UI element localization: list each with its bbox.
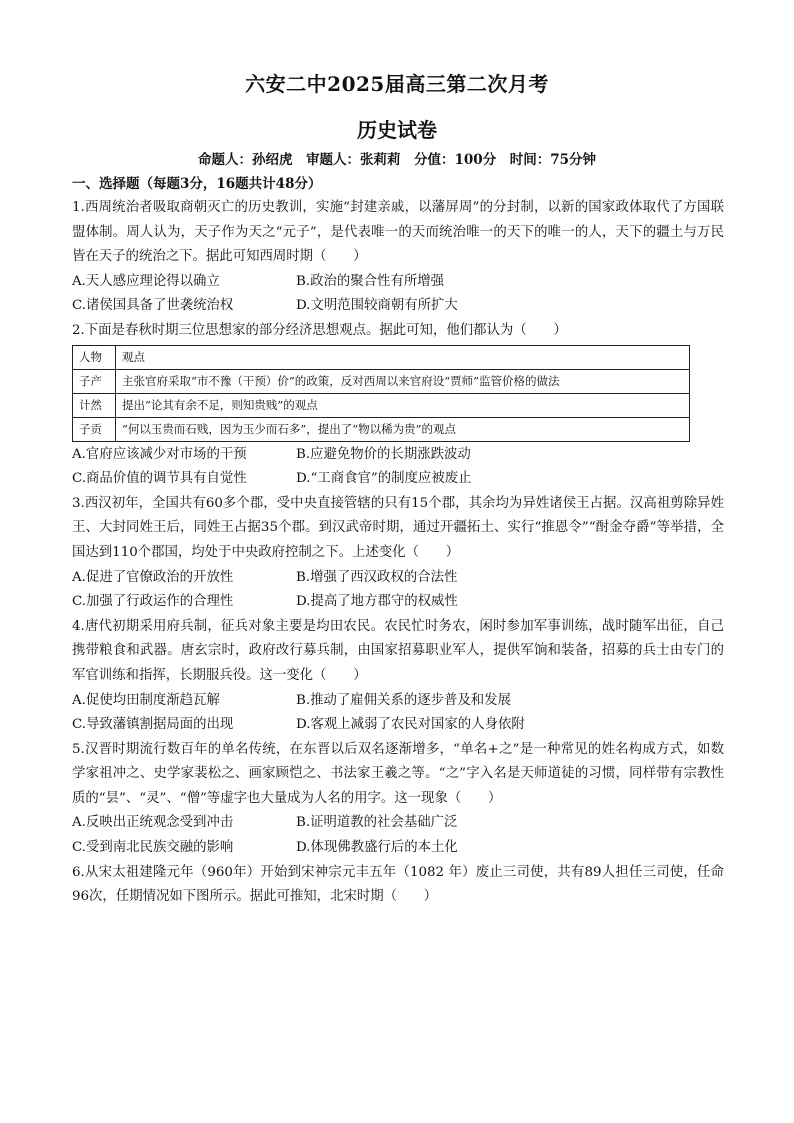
- q3-option-d: D.提高了地方郡守的权威性: [296, 594, 458, 610]
- question-5-stem: 5.汉晋时期流行数百年的单名传统，在东晋以后双名逐渐增多，“单名+之”是一种常见的姓名构成方式，如数学家祖冲之、史学家裴松之、画家顾恺之、书法家王羲之等。“之”字入名是天师道徒的习惯，同样带有宗教性质的“昙”、“灵”、“僧”等虚字也大量成为人名的用字。这一现象（ ）: [72, 741, 724, 806]
- table-cell-person: 子产: [73, 369, 116, 393]
- question-1-options-row-2: [72, 294, 724, 319]
- q3-option-a: A.促进了官僚政治的开放性: [72, 569, 234, 585]
- q5-option-d: D.体现佛教盛行后的本土化: [296, 840, 458, 856]
- q4-option-b: B.推动了雇佣关系的逐步普及和发展: [296, 692, 511, 708]
- q2-option-a: A.官府应该减少对市场的干预: [72, 446, 247, 462]
- q4-option-d: D.客观上减弱了农民对国家的人身依附: [296, 717, 525, 733]
- q3-option-c: C.加强了行政运作的合理性: [72, 594, 234, 610]
- question-list: [72, 196, 724, 910]
- thinkers-views-table: [72, 345, 690, 442]
- question-1-options-row-1: [72, 270, 724, 295]
- q5-option-b: B.证明道教的社会基础广泛: [296, 815, 458, 831]
- q4-option-a: A.促使均田制度渐趋瓦解: [72, 692, 220, 708]
- q1-option-b: B.政治的聚合性有所增强: [296, 273, 445, 289]
- q5-option-a: A.反映出正统观念受到冲击: [72, 815, 234, 831]
- section-heading: 一、选择题（每题3分，16题共计48分）: [72, 176, 322, 192]
- question-2-options-row-1: [72, 443, 724, 468]
- q2-option-c: C.商品价值的调节具有自觉性: [72, 471, 247, 487]
- question-2-stem: 2.下面是春秋时期三位思想家的部分经济思想观点。据此可知，他们都认为（ ）: [72, 322, 567, 338]
- exam-meta-info: 命题人：孙绍虎 审题人：张莉莉 分值：100分 时间：75分钟: [198, 152, 596, 168]
- question-3-options-row-1: [72, 566, 724, 591]
- table-row: [73, 417, 690, 441]
- question-4-options-row-2: [72, 713, 724, 738]
- question-5-options-row-2: [72, 836, 724, 861]
- table-cell-view: 主张官府采取“市不豫（干预）价”的政策，反对西周以来官府设“贾师”监管价格的做法: [116, 369, 690, 393]
- table-row: [73, 393, 690, 417]
- question-3-stem: 3.西汉初年，全国共有60多个郡，受中央直接管辖的只有15个郡，其余均为异姓诸侯王占据。汉高祖剪除异姓王、大封同姓王后，同姓王占据35个郡。到汉武帝时期，通过开疆拓土、实行“推恩令”“酎金夺爵”等举措，全国达到110个郡国，均处于中央政府控制之下。上述变化（ ）: [72, 495, 724, 560]
- question-4-options-row-1: [72, 689, 724, 714]
- q5-option-c: C.受到南北民族交融的影响: [72, 840, 234, 856]
- q1-option-d: D.文明范围较商朝有所扩大: [296, 298, 458, 314]
- q4-option-c: C.导致藩镇割据局面的出现: [72, 717, 234, 733]
- q2-option-b: B.应避免物价的长期涨跌波动: [296, 446, 471, 462]
- q2-option-d: D.“工商食官”的制度应被废止: [296, 471, 472, 487]
- table-header-view: 观点: [116, 345, 690, 369]
- q1-option-a: A.天人感应理论得以确立: [72, 273, 220, 289]
- table-row: [73, 369, 690, 393]
- exam-title: 六安二中2025届高三第二次月考: [245, 72, 549, 96]
- question-3-options-row-2: [72, 590, 724, 615]
- table-cell-person: 计然: [73, 393, 116, 417]
- question-2-options-row-2: [72, 467, 724, 492]
- table-cell-person: 子贡: [73, 417, 116, 441]
- table-cell-view: “何以玉贵而石贱，因为玉少而石多”，提出了“物以稀为贵”的观点: [116, 417, 690, 441]
- table-cell-view: 提出“论其有余不足，则知贵贱”的观点: [116, 393, 690, 417]
- question-6-stem: 6.从宋太祖建隆元年（960年）开始到宋神宗元丰五年（1082 年）废止三司使，共有89人担任三司使，任命96次，任期情况如下图所示。据此可推知，北宋时期（ ）: [72, 864, 724, 905]
- question-4-stem: 4.唐代初期采用府兵制，征兵对象主要是均田农民。农民忙时务农，闲时参加军事训练，战时随军出征，自己携带粮食和武器。唐玄宗时，政府改行募兵制，由国家招募职业军人，提供军饷和装备，招募的兵士由专门的军官训练和指挥，长期服兵役。这一变化（ ）: [72, 618, 724, 683]
- table-header-person: 人物: [73, 345, 116, 369]
- question-5-options-row-1: [72, 811, 724, 836]
- question-1-stem: 1.西周统治者吸取商朝灭亡的历史教训，实施“封建亲戚，以藩屏周”的分封制，以新的国家政体取代了方国联盟体制。周人认为，天子作为天之“元子”，是代表唯一的天而统治唯一的天下的唯一的人，天下的疆土与万民皆在天子的统治之下。据此可知西周时期（ ）: [72, 200, 724, 265]
- table-header-row: [73, 345, 690, 369]
- q3-option-b: B.增强了西汉政权的合法性: [296, 569, 458, 585]
- exam-subject: 历史试卷: [357, 118, 437, 142]
- q1-option-c: C.诸侯国具备了世袭统治权: [72, 298, 234, 314]
